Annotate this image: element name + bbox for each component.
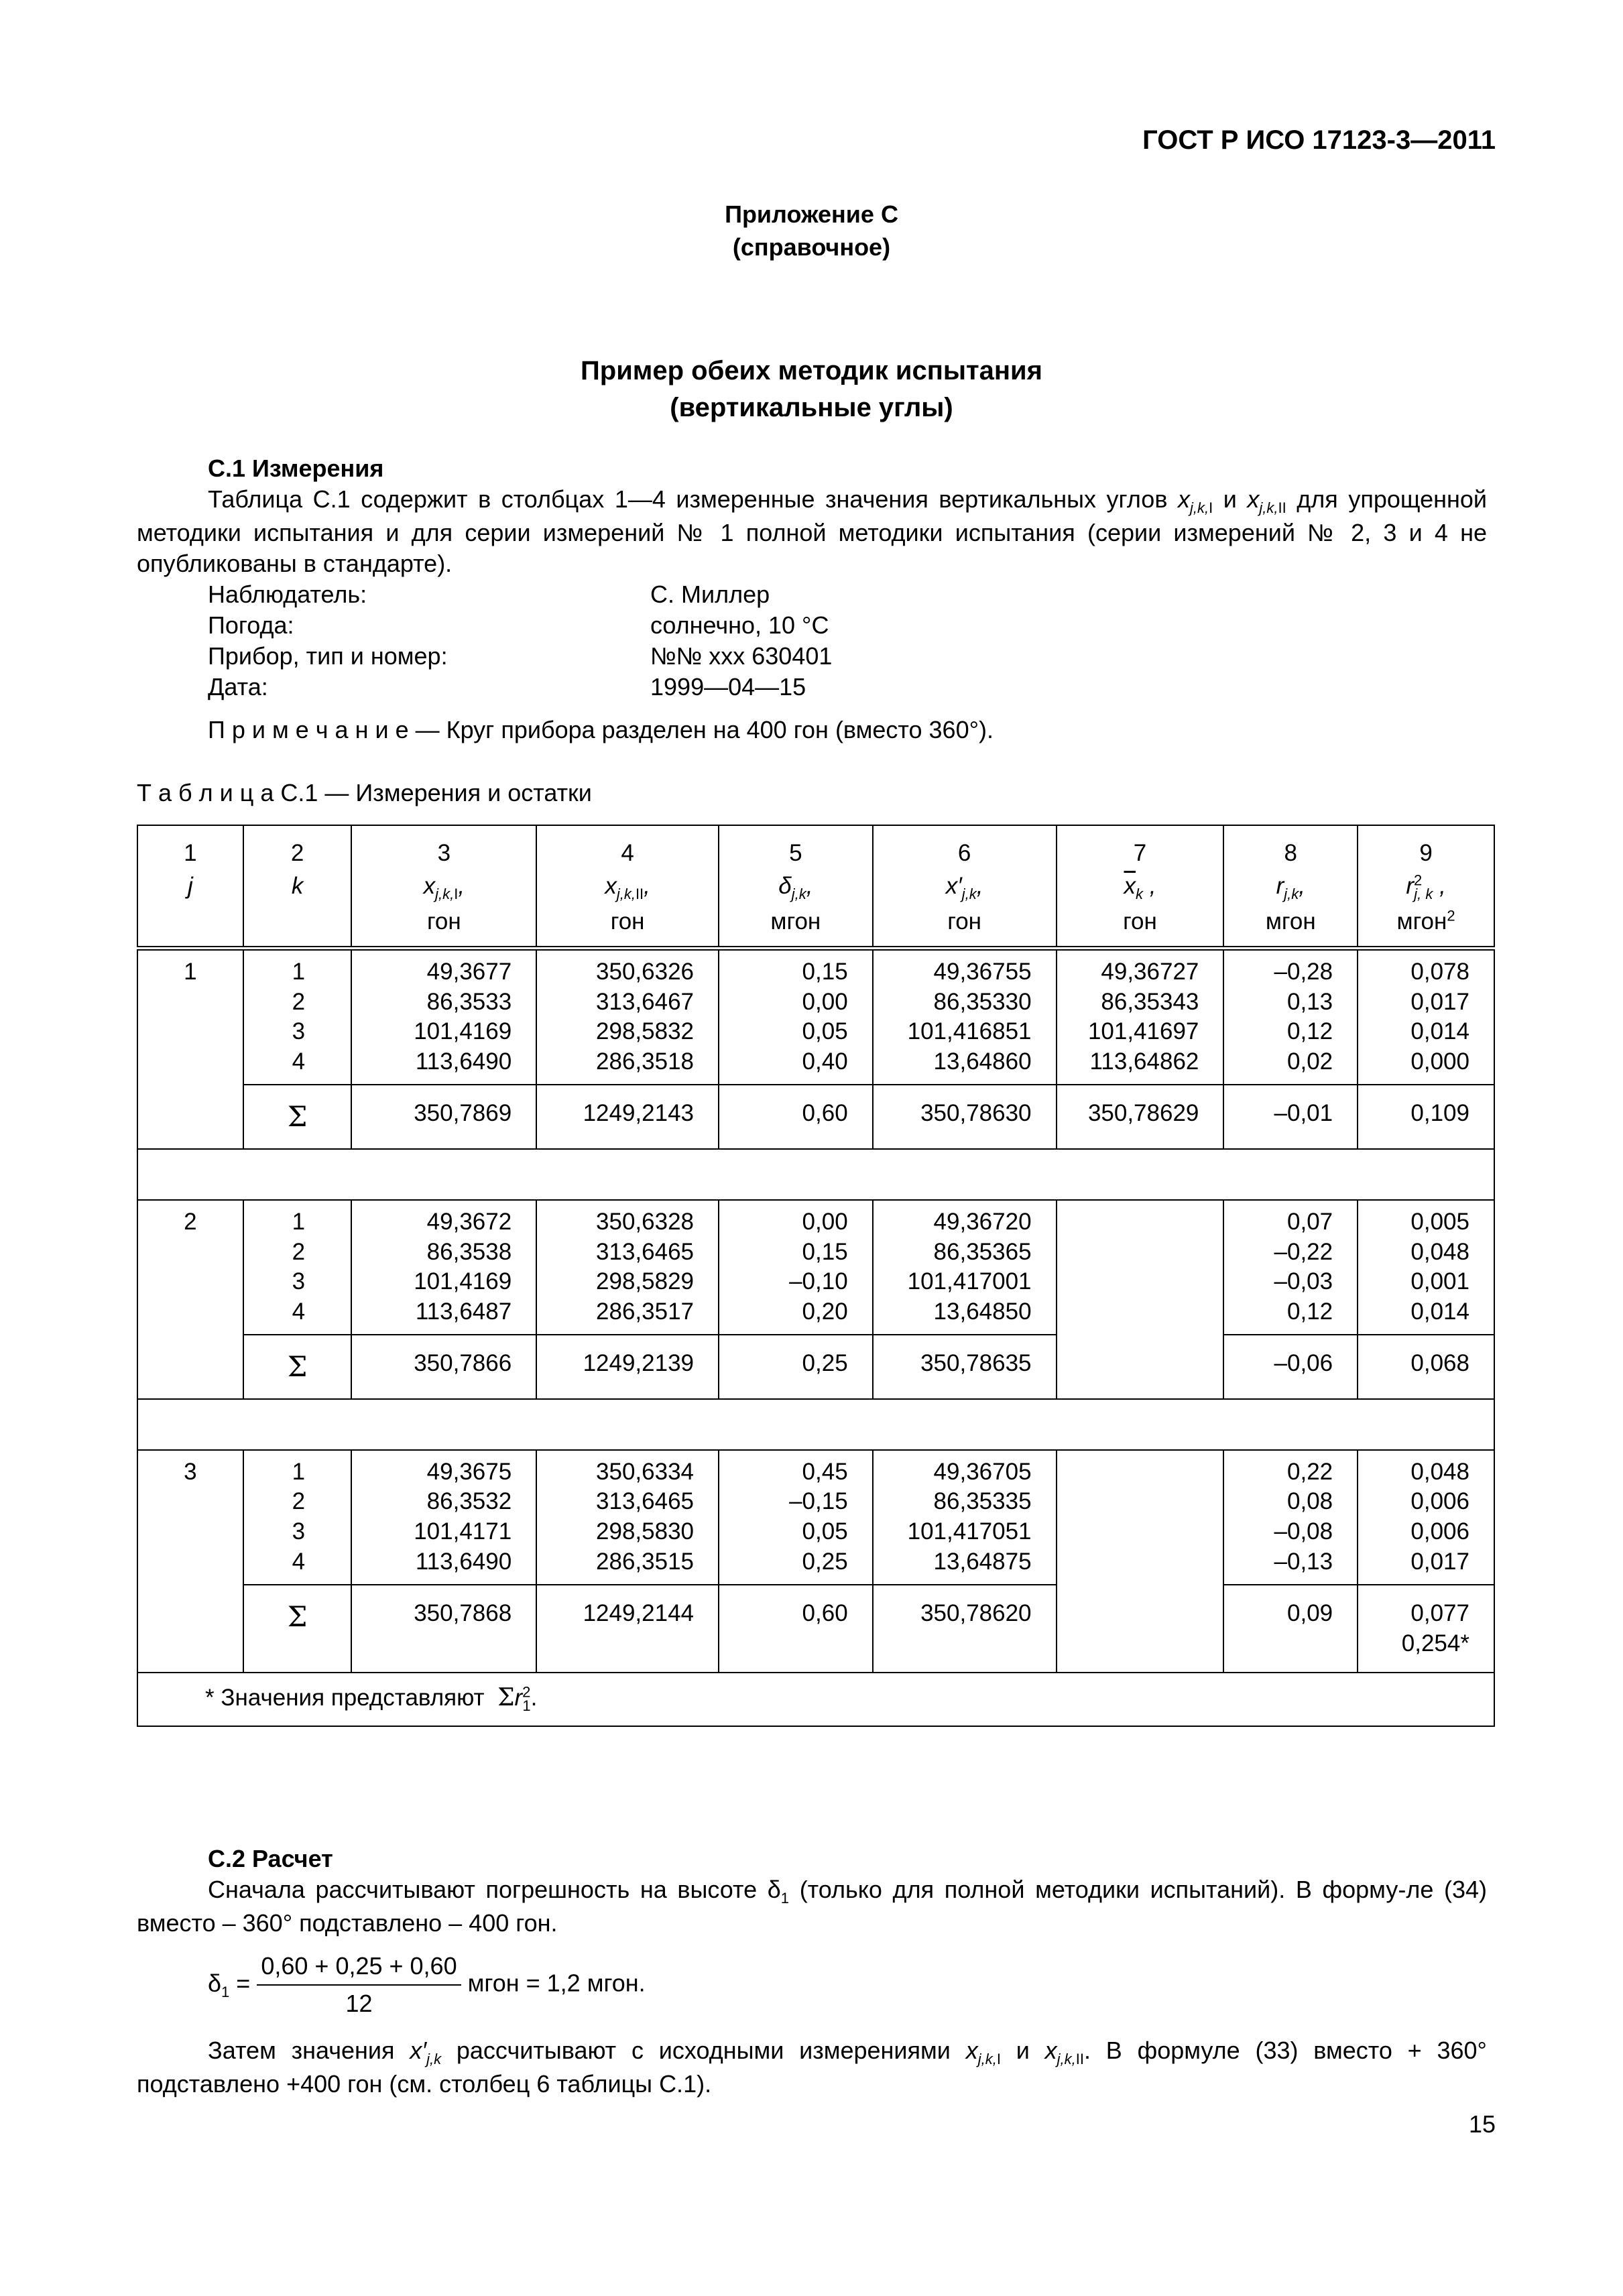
group-1-sum-row: Σ 350,7869 1249,2143 0,60 350,78630 350,78629 –0,01 0,109 [137, 1085, 1494, 1149]
section-2-paragraph-2: Затем значения $x'_{j,k}$ рассчитывают с исходными измерениями $x_{j,k,I}$ и $x_{j,k,II}$. В формуле (33) вместо + 360° подставлено +400 гон (см. столбец 6 таблицы С.1). [137, 2037, 1487, 2098]
formula-lhs: $\delta_1$ = [208, 1969, 251, 2000]
col-4-header: 4 $x_{j,k,II}$, гон [536, 825, 719, 948]
group-1-col-4: 350,6326 313,6467 298,5832 286,3518 [536, 948, 719, 1085]
title-line-2: (вертикальные углы) [670, 393, 953, 423]
table-separator-row [137, 1149, 1494, 1200]
sigma-symbol: Σ [243, 1585, 352, 1673]
note-prefix: П р и м е ч а н и е [208, 716, 409, 743]
symbol-x-jk1: $x_{j,k,I}$ [1177, 485, 1213, 517]
group-2-col-6: 49,36720 86,35365 101,417001 13,64850 [873, 1200, 1057, 1335]
group-3-col-6: 49,36705 86,35335 101,417051 13,64875 [873, 1450, 1057, 1585]
note-text: — Круг прибора разделен на 400 гон (вместо 360°). [408, 716, 994, 743]
table-footnote-row [137, 1673, 1494, 1726]
table-caption: Т а б л и ц а С.1 — Измерения и остатки [137, 779, 592, 806]
group-2-k: 1 2 3 4 [243, 1200, 352, 1335]
group-2-col-7-empty [1057, 1200, 1224, 1399]
instrument-label: Прибор, тип и номер: [208, 642, 448, 670]
group-2-col-4: 350,6328 313,6465 298,5829 286,3517 [536, 1200, 719, 1335]
table-separator-row [137, 1399, 1494, 1450]
col-8-header: 8 $r_{j,k}$, мгон [1223, 825, 1358, 948]
note [208, 715, 994, 745]
group-3-sum-row: Σ 350,7868 1249,2144 0,60 350,78620 0,09 0,077 0,254* [137, 1585, 1494, 1673]
document-code: ГОСТ Р ИСО 17123-3—2011 [1142, 125, 1496, 155]
group-2-j: 2 [137, 1200, 243, 1399]
group-3-col-4: 350,6334 313,6465 298,5830 286,3515 [536, 1450, 719, 1585]
table-header-row [137, 825, 1494, 948]
sigma-symbol: Σ [243, 1335, 352, 1399]
section-2-paragraph-1: Сначала рассчитывают погрешность на высоте $\delta_1$ (только для полной методики испытаний). В форму-ле (34) вместо – 360° подставлено – 400 гон. [137, 1876, 1487, 1937]
col-6-header: 6 $x'_{j,k}$, гон [873, 825, 1057, 948]
page-number: 15 [1468, 2110, 1496, 2138]
group-3-col-7-empty [1057, 1450, 1224, 1673]
group-1-col-6: 49,36755 86,35330 101,416851 13,64860 [873, 948, 1057, 1085]
symbol-x-prime-jk: $x'_{j,k}$ [410, 2037, 442, 2068]
formula-delta [208, 1951, 646, 2019]
group-1-k: 1 2 3 4 [243, 948, 352, 1085]
group-1-col-3: 49,3677 86,3533 101,4169 113,6490 [351, 948, 536, 1085]
group-3-col-5: 0,45 –0,15 0,05 0,25 [719, 1450, 873, 1585]
group-2-col-5: 0,00 0,15 –0,10 0,20 [719, 1200, 873, 1335]
group-1-data-row [137, 948, 1494, 1085]
appendix-title: Приложение С [725, 200, 898, 228]
group-2-col-3: 49,3672 86,3538 101,4169 113,6487 [351, 1200, 536, 1335]
group-3-data-row [137, 1450, 1494, 1585]
symbol-x-jk2: $x_{j,k,II}$ [1247, 485, 1286, 517]
group-2-data-row [137, 1200, 1494, 1335]
sigma-symbol: Σ [243, 1085, 352, 1149]
group-3-col-9: 0,048 0,006 0,006 0,017 [1358, 1450, 1494, 1585]
group-1-col-5: 0,15 0,00 0,05 0,40 [719, 948, 873, 1085]
group-1-col-9: 0,078 0,017 0,014 0,000 [1358, 948, 1494, 1085]
col-5-header: 5 $\delta_{j,k}$, мгон [719, 825, 873, 948]
col-1-header: 1 j [137, 825, 243, 948]
appendix-heading [0, 198, 1623, 263]
sum-r-squared-symbol: $\Sigma r^2_1$. [497, 1683, 538, 1715]
group-2-col-9: 0,005 0,048 0,001 0,014 [1358, 1200, 1494, 1335]
col-7-header: 7 $\overline{x}_k$ , гон [1057, 825, 1224, 948]
weather-label: Погода: [208, 611, 294, 639]
observer-label: Наблюдатель: [208, 581, 367, 608]
table-footnote: * Значения представляют [205, 1685, 485, 1711]
weather-value: солнечно, 10 °С [650, 611, 829, 639]
group-1-col-8: –0,28 0,13 0,12 0,02 [1223, 948, 1358, 1085]
instrument-value: №№ xxx 630401 [650, 642, 833, 670]
observer-value: С. Миллер [650, 581, 770, 608]
formula-unit: мгон = 1,2 мгон. [467, 1969, 646, 1997]
section-1-heading: С.1 Измерения [208, 455, 384, 482]
group-3-k: 1 2 3 4 [243, 1450, 352, 1585]
group-3-col-3: 49,3675 86,3532 101,4171 113,6490 [351, 1450, 536, 1585]
group-1-col-7: 49,36727 86,35343 101,41697 113,64862 [1057, 948, 1224, 1085]
date-value: 1999—04—15 [650, 673, 806, 701]
col-2-header: 2 k [243, 825, 352, 948]
measurements-table [137, 825, 1495, 1727]
title-line-1: Пример обеих методик испытания [581, 356, 1042, 385]
appendix-subtitle: (справочное) [732, 233, 891, 261]
group-3-j: 3 [137, 1450, 243, 1673]
date-label: Дата: [208, 673, 268, 701]
col-9-header: 9 $r^2_{j, k}$ , мгон$^2$ [1358, 825, 1494, 948]
group-1-j: 1 [137, 948, 243, 1148]
symbol-delta-1: $\delta_1$ [767, 1876, 790, 1907]
formula-fraction: $\frac{0,60 + 0,25 + 0,60}{12}$ [257, 1951, 461, 2019]
section-1-paragraph: Таблица С.1 содержит в столбцах 1—4 измеренные значения вертикальных углов $x_{j,k,I}$ и $x_{j,k,II}$ для упрощенной методики испытания и для серии измерений № 1 полной методики испытания (серии измерений № 2, 3 и 4 не опубликованы в стандарте). [137, 485, 1487, 578]
group-3-col-8: 0,22 0,08 –0,08 –0,13 [1223, 1450, 1358, 1585]
col-3-header: 3 $x_{j,k,I}$, гон [351, 825, 536, 948]
page-title [0, 353, 1623, 426]
group-2-sum-row: Σ 350,7866 1249,2139 0,25 350,78635 –0,06 0,068 [137, 1335, 1494, 1399]
group-2-col-8: 0,07 –0,22 –0,03 0,12 [1223, 1200, 1358, 1335]
section-2-heading: С.2 Расчет [208, 1845, 333, 1872]
